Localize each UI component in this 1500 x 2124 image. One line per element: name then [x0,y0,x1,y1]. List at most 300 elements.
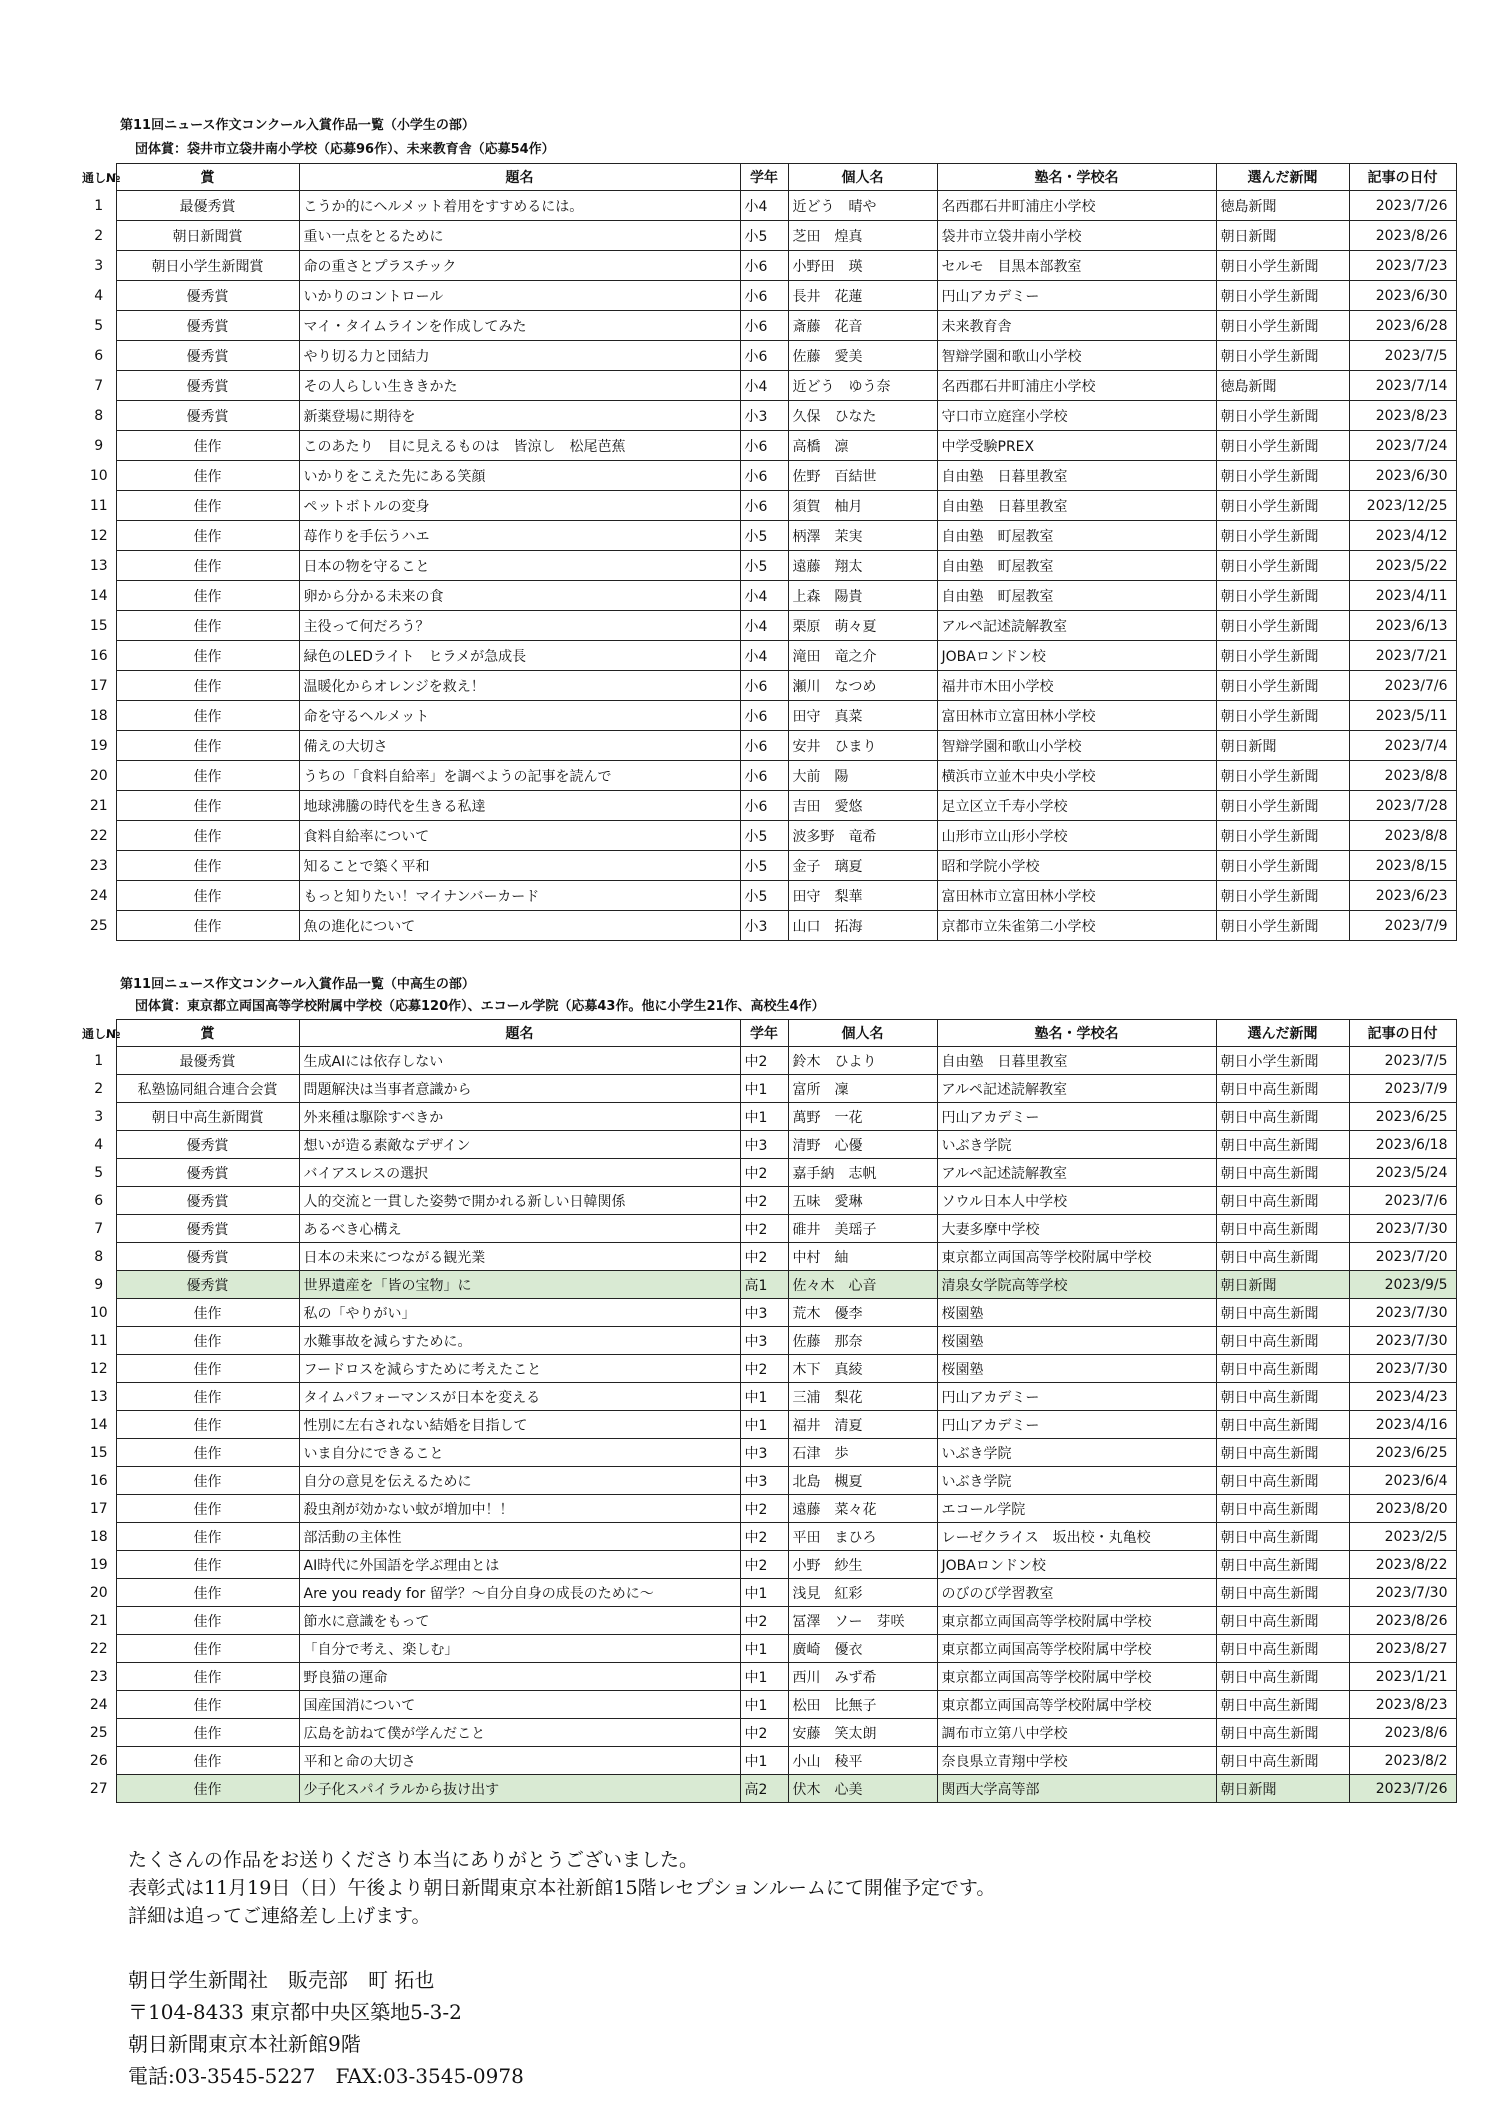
article-date-cell: 2023/7/24 [1349,431,1456,461]
serial-no-cell: 11 [89,497,108,514]
table-row [82,371,1456,401]
table-row [82,1747,1456,1775]
newspaper-cell: 朝日小学生新聞 [1216,341,1349,371]
article-date-cell: 2023/7/14 [1349,371,1456,401]
grade-cell: 小6 [740,731,788,761]
grade-cell: 中1 [740,1747,788,1775]
essay-title-cell: もっと知りたい！マイナンバーカード [299,881,740,911]
school-name-cell: 昭和学院小学校 [937,851,1216,881]
serial-no-cell: 13 [89,557,108,574]
student-name-cell: 廣崎 優衣 [788,1635,937,1663]
serial-no-cell: 15 [89,1444,108,1461]
serial-no-cell: 9 [94,437,104,454]
secondary-title: 第11回ニュース作文コンクール入賞作品一覧（中高生の部） [120,977,475,992]
newspaper-cell: 朝日中高生新聞 [1216,1607,1349,1635]
grade-cell: 小5 [740,221,788,251]
serial-no-cell: 20 [89,767,108,784]
newspaper-cell: 徳島新聞 [1216,191,1349,221]
newspaper-cell: 朝日中高生新聞 [1216,1215,1349,1243]
grade-cell: 高1 [740,1271,788,1299]
essay-title-cell: 命の重さとプラスチック [299,251,740,281]
table-row [82,761,1456,791]
elementary-award-table [82,163,1457,941]
student-name-cell: 大前 陽 [788,761,937,791]
table-row [82,521,1456,551]
serial-no-cell: 13 [89,1388,108,1405]
award-cell: 佳作 [116,551,299,581]
article-date-cell: 2023/7/26 [1349,1775,1456,1803]
newspaper-cell: 朝日小学生新聞 [1216,251,1349,281]
grade-cell: 小4 [740,371,788,401]
serial-no-cell: 19 [89,737,108,754]
table-row [82,1523,1456,1551]
student-name-cell: 遠藤 翔太 [788,551,937,581]
table-row [82,1131,1456,1159]
serial-no-cell: 19 [89,1556,108,1573]
school-name-cell: 関西大学高等部 [937,1775,1216,1803]
serial-no-cell: 3 [94,1108,104,1125]
contact-phone-fax: 電話:03-3545-5227 FAX:03-3545-0978 [128,2064,524,2088]
student-name-cell: 久保 ひなた [788,401,937,431]
grade-cell: 中2 [740,1551,788,1579]
student-name-cell: 中村 紬 [788,1243,937,1271]
award-cell: 佳作 [116,1719,299,1747]
student-name-cell: 山口 拓海 [788,911,937,941]
essay-title-cell: 日本の未来につながる観光業 [299,1243,740,1271]
serial-no-cell: 5 [94,1164,104,1181]
table-row [82,1579,1456,1607]
contact-address: 〒104-8433 東京都中央区築地5-3-2 [128,2000,462,2024]
newspaper-cell: 朝日小学生新聞 [1216,911,1349,941]
article-date-cell: 2023/8/2 [1349,1747,1456,1775]
award-cell: 優秀賞 [116,1187,299,1215]
serial-no-cell: 22 [89,827,108,844]
article-date-cell: 2023/8/26 [1349,221,1456,251]
table-row [82,431,1456,461]
student-name-cell: 長井 花蓮 [788,281,937,311]
school-name-cell: 京都市立朱雀第二小学校 [937,911,1216,941]
grade-cell: 中2 [740,1187,788,1215]
award-cell: 優秀賞 [116,1271,299,1299]
serial-no-cell: 14 [89,587,108,604]
school-name-cell: セルモ 目黒本部教室 [937,251,1216,281]
serial-no-cell: 20 [89,1584,108,1601]
table-row [82,341,1456,371]
award-cell: 朝日中高生新聞賞 [116,1103,299,1131]
table-row [82,1635,1456,1663]
article-date-cell: 2023/7/9 [1349,1075,1456,1103]
grade-cell: 中3 [740,1327,788,1355]
award-cell: 佳作 [116,1691,299,1719]
header-serial-no: 通し№ [82,170,121,185]
contact-name: 朝日学生新聞社 販売部 町 拓也 [128,1968,435,1992]
article-date-cell: 2023/8/23 [1349,401,1456,431]
serial-no-cell: 21 [89,797,108,814]
newspaper-cell: 朝日中高生新聞 [1216,1411,1349,1439]
newspaper-cell: 朝日小学生新聞 [1216,551,1349,581]
newspaper-cell: 朝日中高生新聞 [1216,1495,1349,1523]
serial-no-cell: 4 [94,1136,104,1153]
newspaper-cell: 朝日中高生新聞 [1216,1103,1349,1131]
grade-cell: 中1 [740,1663,788,1691]
school-name-cell: 桜園塾 [937,1327,1216,1355]
essay-title-cell: いかりのコントロール [299,281,740,311]
award-cell: 佳作 [116,491,299,521]
header-essay-title: 題名 [299,164,740,191]
grade-cell: 小4 [740,611,788,641]
school-name-cell: 自由塾 日暮里教室 [937,491,1216,521]
table-row [82,1271,1456,1299]
essay-title-cell: AI時代に外国語を学ぶ理由とは [299,1551,740,1579]
serial-no-cell: 2 [94,227,104,244]
newspaper-cell: 朝日小学生新聞 [1216,881,1349,911]
serial-no-cell: 16 [89,647,108,664]
serial-no-cell: 25 [89,917,108,934]
table-row [82,191,1456,221]
essay-title-cell: うちの「食料自給率」を調べようの記事を読んで [299,761,740,791]
school-name-cell: 横浜市立並木中央小学校 [937,761,1216,791]
student-name-cell: 鈴木 ひより [788,1047,937,1075]
article-date-cell: 2023/7/21 [1349,641,1456,671]
serial-no-cell: 7 [94,1220,104,1237]
grade-cell: 小6 [740,431,788,461]
essay-title-cell: 野良猫の運命 [299,1663,740,1691]
article-date-cell: 2023/2/5 [1349,1523,1456,1551]
grade-cell: 小5 [740,821,788,851]
serial-no-cell: 1 [94,197,104,214]
serial-no-cell: 17 [89,677,108,694]
secondary-group-award: 団体賞：東京都立両国高等学校附属中学校（応募120作）、エコール学院（応募43作。他に小学生21作、高校生4作） [135,999,825,1014]
newspaper-cell: 朝日中高生新聞 [1216,1719,1349,1747]
essay-title-cell: このあたり 目に見えるものは 皆涼し 松尾芭蕉 [299,431,740,461]
table-row [82,641,1456,671]
school-name-cell: のびのび学習教室 [937,1579,1216,1607]
school-name-cell: 大妻多摩中学校 [937,1215,1216,1243]
grade-cell: 中2 [740,1047,788,1075]
article-date-cell: 2023/4/11 [1349,581,1456,611]
thanks-line: たくさんの作品をお送りくださり本当にありがとうございました。 [128,1849,699,1871]
essay-title-cell: 想いが造る素敵なデザイン [299,1131,740,1159]
grade-cell: 小6 [740,311,788,341]
student-name-cell: 北島 槻夏 [788,1467,937,1495]
serial-no-cell: 26 [89,1752,108,1769]
school-name-cell: レーゼクライス 坂出校・丸亀校 [937,1523,1216,1551]
essay-title-cell: 主役って何だろう？ [299,611,740,641]
school-name-cell: アルペ記述読解教室 [937,1159,1216,1187]
newspaper-cell: 朝日小学生新聞 [1216,461,1349,491]
school-name-cell: 足立区立千寿小学校 [937,791,1216,821]
award-cell: 佳作 [116,521,299,551]
student-name-cell: 吉田 愛悠 [788,791,937,821]
article-date-cell: 2023/8/26 [1349,1607,1456,1635]
award-cell: 佳作 [116,701,299,731]
newspaper-cell: 朝日小学生新聞 [1216,431,1349,461]
secondary-award-table [82,1019,1457,1803]
school-name-cell: 東京都立両国高等学校附属中学校 [937,1635,1216,1663]
grade-cell: 中2 [740,1719,788,1747]
newspaper-cell: 朝日中高生新聞 [1216,1075,1349,1103]
student-name-cell: 佐々木 心音 [788,1271,937,1299]
student-name-cell: 松田 比無子 [788,1691,937,1719]
table-row [82,1775,1456,1803]
award-cell: 優秀賞 [116,401,299,431]
award-cell: 私塾協同組合連合会賞 [116,1075,299,1103]
serial-no-cell: 1 [94,1052,104,1069]
award-cell: 佳作 [116,431,299,461]
essay-title-cell: Are you ready for 留学？～自分自身の成長のために～ [299,1579,740,1607]
serial-no-cell: 22 [89,1640,108,1657]
essay-title-cell: タイムパフォーマンスが日本を変える [299,1383,740,1411]
school-name-cell: 自由塾 日暮里教室 [937,461,1216,491]
elementary-title: 第11回ニュース作文コンクール入賞作品一覧（小学生の部） [120,118,475,133]
award-cell: 佳作 [116,731,299,761]
newspaper-cell: 朝日中高生新聞 [1216,1663,1349,1691]
grade-cell: 小6 [740,701,788,731]
essay-title-cell: 節水に意識をもって [299,1607,740,1635]
header-newspaper: 選んだ新聞 [1216,1020,1349,1047]
header-essay-title: 題名 [299,1020,740,1047]
table-row [82,611,1456,641]
article-date-cell: 2023/8/27 [1349,1635,1456,1663]
header-newspaper: 選んだ新聞 [1216,164,1349,191]
grade-cell: 小4 [740,191,788,221]
student-name-cell: 萬野 一花 [788,1103,937,1131]
award-cell: 朝日小学生新聞賞 [116,251,299,281]
table-row [82,911,1456,941]
newspaper-cell: 朝日中高生新聞 [1216,1579,1349,1607]
serial-no-cell: 12 [89,1360,108,1377]
essay-title-cell: 知ることで築く平和 [299,851,740,881]
award-cell: 佳作 [116,1663,299,1691]
award-cell: 佳作 [116,461,299,491]
school-name-cell: 富田林市立富田林小学校 [937,881,1216,911]
grade-cell: 小4 [740,581,788,611]
table-row [82,1243,1456,1271]
award-cell: 佳作 [116,671,299,701]
school-name-cell: 智辯学園和歌山小学校 [937,341,1216,371]
school-name-cell: 自由塾 町屋教室 [937,551,1216,581]
newspaper-cell: 朝日新聞 [1216,1271,1349,1299]
newspaper-cell: 朝日小学生新聞 [1216,281,1349,311]
newspaper-cell: 朝日中高生新聞 [1216,1551,1349,1579]
student-name-cell: 荒木 優李 [788,1299,937,1327]
award-cell: 優秀賞 [116,1243,299,1271]
essay-title-cell: 問題解決は当事者意識から [299,1075,740,1103]
newspaper-cell: 朝日小学生新聞 [1216,1047,1349,1075]
award-cell: 優秀賞 [116,1131,299,1159]
article-date-cell: 2023/6/25 [1349,1439,1456,1467]
header-article-date: 記事の日付 [1349,164,1456,191]
essay-title-cell: 水難事故を減らすために。 [299,1327,740,1355]
header-grade: 学年 [740,164,788,191]
article-date-cell: 2023/4/23 [1349,1383,1456,1411]
newspaper-cell: 朝日中高生新聞 [1216,1355,1349,1383]
student-name-cell: 安井 ひまり [788,731,937,761]
article-date-cell: 2023/8/23 [1349,1691,1456,1719]
serial-no-cell: 8 [94,1248,104,1265]
essay-title-cell: 苺作りを手伝うハエ [299,521,740,551]
award-cell: 佳作 [116,791,299,821]
newspaper-cell: 朝日新聞 [1216,221,1349,251]
award-cell: 優秀賞 [116,311,299,341]
table-row [82,581,1456,611]
award-cell: 優秀賞 [116,1159,299,1187]
student-name-cell: 田守 梨華 [788,881,937,911]
student-name-cell: 石津 歩 [788,1439,937,1467]
award-cell: 佳作 [116,1299,299,1327]
newspaper-cell: 朝日中高生新聞 [1216,1187,1349,1215]
student-name-cell: 平田 まひろ [788,1523,937,1551]
school-name-cell: 自由塾 町屋教室 [937,581,1216,611]
grade-cell: 中2 [740,1355,788,1383]
newspaper-cell: 朝日中高生新聞 [1216,1159,1349,1187]
article-date-cell: 2023/7/5 [1349,341,1456,371]
newspaper-cell: 朝日中高生新聞 [1216,1243,1349,1271]
grade-cell: 小5 [740,521,788,551]
essay-title-cell: 食料自給率について [299,821,740,851]
newspaper-cell: 朝日中高生新聞 [1216,1327,1349,1355]
essay-title-cell: 魚の進化について [299,911,740,941]
award-cell: 佳作 [116,911,299,941]
essay-title-cell: いま自分にできること [299,1439,740,1467]
student-name-cell: 西川 みず希 [788,1663,937,1691]
table-row [82,1355,1456,1383]
grade-cell: 小4 [740,641,788,671]
serial-no-cell: 16 [89,1472,108,1489]
newspaper-cell: 朝日小学生新聞 [1216,311,1349,341]
student-name-cell: 栗原 萌々夏 [788,611,937,641]
header-grade: 学年 [740,1020,788,1047]
student-name-cell: 五味 愛琳 [788,1187,937,1215]
newspaper-cell: 朝日小学生新聞 [1216,821,1349,851]
grade-cell: 中1 [740,1411,788,1439]
grade-cell: 小3 [740,911,788,941]
school-name-cell: JOBAロンドン校 [937,1551,1216,1579]
school-name-cell: 調布市立第八中学校 [937,1719,1216,1747]
grade-cell: 中1 [740,1383,788,1411]
student-name-cell: 上森 陽貴 [788,581,937,611]
student-name-cell: 小野田 瑛 [788,251,937,281]
student-name-cell: 伏木 心美 [788,1775,937,1803]
table-row [82,851,1456,881]
article-date-cell: 2023/7/30 [1349,1327,1456,1355]
article-date-cell: 2023/4/12 [1349,521,1456,551]
school-name-cell: 桜園塾 [937,1299,1216,1327]
newspaper-cell: 朝日小学生新聞 [1216,611,1349,641]
award-cell: 佳作 [116,1355,299,1383]
newspaper-cell: 朝日中高生新聞 [1216,1635,1349,1663]
essay-title-cell: 新薬登場に期待を [299,401,740,431]
student-name-cell: 近どう 晴や [788,191,937,221]
table-row [82,791,1456,821]
newspaper-cell: 朝日小学生新聞 [1216,671,1349,701]
table-row [82,401,1456,431]
essay-title-cell: 備えの大切さ [299,731,740,761]
student-name-cell: 斎藤 花音 [788,311,937,341]
essay-title-cell: やり切る力と団結力 [299,341,740,371]
newspaper-cell: 朝日小学生新聞 [1216,791,1349,821]
grade-cell: 小6 [740,671,788,701]
article-date-cell: 2023/7/6 [1349,1187,1456,1215]
award-cell: 佳作 [116,1607,299,1635]
essay-title-cell: こうか的にヘルメット着用をすすめるには。 [299,191,740,221]
header-award: 賞 [116,1020,299,1047]
grade-cell: 小6 [740,461,788,491]
essay-title-cell: 私の「やりがい」 [299,1299,740,1327]
grade-cell: 中1 [740,1691,788,1719]
student-name-cell: 近どう ゆう奈 [788,371,937,401]
student-name-cell: 瀬川 なつめ [788,671,937,701]
newspaper-cell: 朝日中高生新聞 [1216,1299,1349,1327]
school-name-cell: 自由塾 日暮里教室 [937,1047,1216,1075]
award-cell: 佳作 [116,761,299,791]
school-name-cell: 円山アカデミー [937,1411,1216,1439]
contact-info [128,1964,524,2092]
award-cell: 最優秀賞 [116,191,299,221]
table-row [82,731,1456,761]
essay-title-cell: バイアスレスの選択 [299,1159,740,1187]
grade-cell: 中2 [740,1243,788,1271]
essay-title-cell: マイ・タイムラインを作成してみた [299,311,740,341]
grade-cell: 小3 [740,401,788,431]
newspaper-cell: 朝日中高生新聞 [1216,1383,1349,1411]
newspaper-cell: 朝日小学生新聞 [1216,641,1349,671]
table-row [82,1691,1456,1719]
school-name-cell: 未来教育舎 [937,311,1216,341]
article-date-cell: 2023/7/5 [1349,1047,1456,1075]
student-name-cell: 田守 真菜 [788,701,937,731]
newspaper-cell: 徳島新聞 [1216,371,1349,401]
article-date-cell: 2023/7/20 [1349,1243,1456,1271]
serial-no-cell: 23 [89,1668,108,1685]
essay-title-cell: その人らしい生ききかた [299,371,740,401]
newspaper-cell: 朝日小学生新聞 [1216,761,1349,791]
student-name-cell: 佐藤 愛美 [788,341,937,371]
school-name-cell: 福井市木田小学校 [937,671,1216,701]
school-name-cell: 円山アカデミー [937,281,1216,311]
essay-title-cell: 地球沸騰の時代を生きる私達 [299,791,740,821]
student-name-cell: 福井 清夏 [788,1411,937,1439]
grade-cell: 高2 [740,1775,788,1803]
award-cell: 佳作 [116,821,299,851]
student-name-cell: 佐藤 那奈 [788,1327,937,1355]
grade-cell: 中2 [740,1495,788,1523]
student-name-cell: 三浦 梨花 [788,1383,937,1411]
student-name-cell: 小野 紗生 [788,1551,937,1579]
school-name-cell: 円山アカデミー [937,1103,1216,1131]
essay-title-cell: フードロスを減らすために考えたこと [299,1355,740,1383]
school-name-cell: 智辯学園和歌山小学校 [937,731,1216,761]
award-cell: 佳作 [116,1747,299,1775]
essay-title-cell: 国産国消について [299,1691,740,1719]
article-date-cell: 2023/8/8 [1349,761,1456,791]
award-cell: 佳作 [116,1383,299,1411]
serial-no-cell: 25 [89,1724,108,1741]
serial-no-cell: 10 [89,1304,108,1321]
article-date-cell: 2023/6/30 [1349,461,1456,491]
essay-title-cell: 殺虫剤が効かない蚊が増加中！！ [299,1495,740,1523]
school-name-cell: 名西郡石井町浦庄小学校 [937,191,1216,221]
award-cell: 佳作 [116,851,299,881]
article-date-cell: 2023/8/8 [1349,821,1456,851]
school-name-cell: JOBAロンドン校 [937,641,1216,671]
school-name-cell: 東京都立両国高等学校附属中学校 [937,1691,1216,1719]
grade-cell: 小5 [740,851,788,881]
grade-cell: 中1 [740,1103,788,1131]
student-name-cell: 高橋 凛 [788,431,937,461]
serial-no-cell: 21 [89,1612,108,1629]
essay-title-cell: 性別に左右されない結婚を目指して [299,1411,740,1439]
